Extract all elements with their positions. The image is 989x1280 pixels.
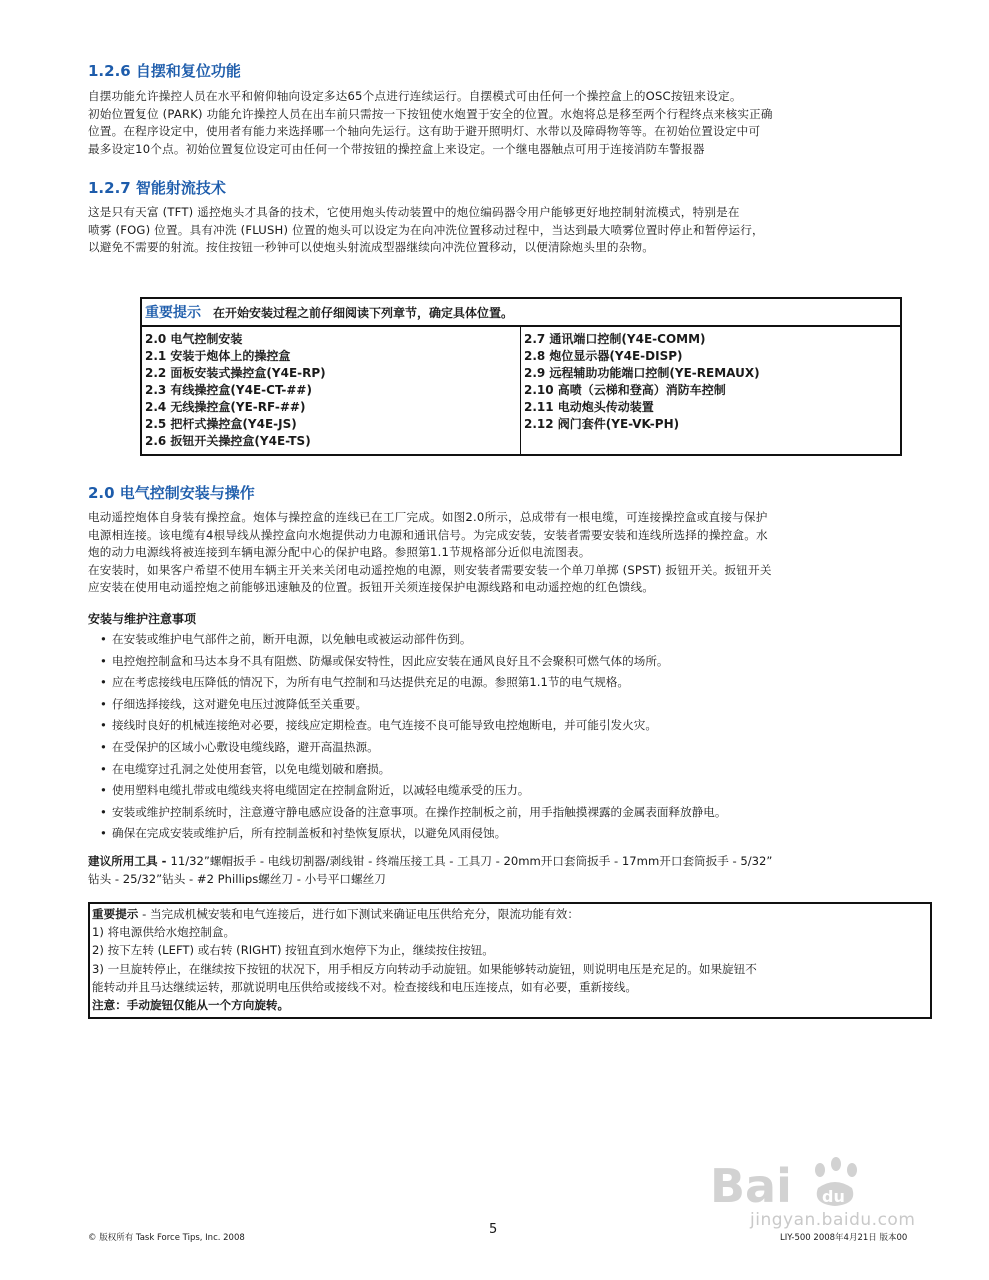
notice-header bbox=[142, 299, 900, 327]
list-item-text: 应在考虑接线电压降低的情况下，为所有电气控制和马达提供充足的电源。参照第1.1节的电气规格。 bbox=[112, 675, 629, 690]
svg-text:Bai: Bai bbox=[710, 1159, 792, 1213]
list-item bbox=[100, 824, 726, 846]
test-intro bbox=[92, 905, 928, 923]
section-ref: 2.8 炮位显示器(Y4E-DISP) bbox=[524, 349, 683, 363]
section-ref: 2.2 面板安装式操控盒(Y4E-RP) bbox=[145, 366, 326, 380]
text-line: 以避免不需要的射流。按住按钮一秒钟可以使炮头射流成型器继续向冲洗位置移动，以便清除炮头里的杂物。 bbox=[88, 240, 655, 254]
notice-tag: 重要提示 bbox=[92, 907, 139, 921]
list-item bbox=[100, 803, 726, 825]
note-label: 注意 bbox=[92, 998, 116, 1013]
text-line: 应安装在使用电动遥控炮之前能够迅速触及的位置。扳钮开关须连接保护电源线路和电动遥控炮的红色馈线。 bbox=[88, 580, 655, 594]
bullet-icon: • bbox=[100, 653, 107, 668]
text-line: 在安装时，如果客户希望不使用车辆主开关来关闭电动遥控炮的电源，则安装者需要安装一个单刀单掷 (SPST) 扳钮开关。扳钮开关 bbox=[88, 562, 772, 577]
precautions-list bbox=[100, 630, 726, 846]
list-item bbox=[100, 695, 726, 717]
section-20-title: 2.0 电气控制安装与操作 bbox=[88, 484, 255, 502]
bullet-icon: • bbox=[100, 675, 107, 690]
section-ref: 2.3 有线操控盒(Y4E-CT-##) bbox=[145, 383, 312, 397]
important-notice-box bbox=[140, 297, 902, 456]
bullet-icon: • bbox=[100, 761, 107, 776]
text-line: 最多设定10个点。初始位置复位设定可由任何一个带按钮的操控盒上来设定。一个继电器触点可用于连接消防车警报器 bbox=[88, 141, 705, 156]
text-line: 炮的动力电源线将被连接到车辆电源分配中心的保护电路。参照第1.1节规格部分近似电流图表。 bbox=[88, 545, 591, 559]
list-item-text: 在电缆穿过孔洞之处使用套管，以免电缆划破和磨损。 bbox=[112, 761, 391, 776]
section-ref: 2.6 扳钮开关操控盒(Y4E-TS) bbox=[145, 434, 311, 448]
text-line: 初始位置复位 (PARK) 功能允许操控人员在出车前只需按一下按钮使水炮置于安全的位置。水炮将总是移至两个行程终点来核实正确 bbox=[88, 106, 773, 121]
list-item bbox=[100, 781, 726, 803]
bullet-icon: • bbox=[100, 718, 107, 733]
test-procedure-box bbox=[88, 902, 932, 1019]
notice-section-list bbox=[142, 327, 900, 454]
recommended-tools bbox=[88, 852, 938, 888]
list-item-text: 电控炮控制盒和马达本身不具有阻燃、防爆或保安特性，因此应安装在通风良好且不会聚积可燃气体的场所。 bbox=[112, 653, 669, 668]
test-note bbox=[92, 996, 928, 1014]
section-20-body bbox=[88, 509, 936, 597]
list-item bbox=[100, 716, 726, 738]
tools-label: 建议所用工具 - bbox=[88, 854, 171, 868]
section-ref: 2.1 安装于炮体上的操控盒 bbox=[145, 349, 291, 363]
tools-line-2: 钻头 - 25/32”钻头 - #2 Phillips螺丝刀 - 小号平口螺丝刀 bbox=[88, 872, 386, 886]
text-line bbox=[88, 852, 938, 870]
list-item bbox=[100, 673, 726, 695]
section-ref: 2.4 无线操控盒(YE-RF-##) bbox=[145, 400, 306, 414]
test-step-3b: 能转动并且马达继续运转，那就说明电压供给或接线不对。检查接线和电压连接点，如有必要，重新接线。 bbox=[92, 979, 637, 994]
test-step-3a: 3) 一旦旋转停止，在继续按下按钮的状况下，用手相反方向转动手动旋钮。如果能够转动旋钮，则说明电压是充足的。如果旋钮不 bbox=[92, 961, 757, 976]
bullet-icon: • bbox=[100, 739, 107, 754]
section-ref: 2.12 阀门套件(YE-VK-PH) bbox=[524, 417, 680, 431]
list-item-text: 确保在完成安装或维护后，所有控制盖板和衬垫恢复原状，以避免风雨侵蚀。 bbox=[112, 826, 507, 841]
section-126-title: 1.2.6 自摆和复位功能 bbox=[88, 62, 241, 80]
text-line: 这是只有天富 (TFT) 遥控炮头才具备的技术，它使用炮头传动装置中的炮位编码器令用户能够更好地控制射流模式，特别是在 bbox=[88, 205, 740, 219]
list-item bbox=[100, 630, 726, 652]
list-item bbox=[100, 652, 726, 674]
section-ref: 2.11 电动炮头传动装置 bbox=[524, 400, 654, 414]
section-ref: 2.7 通讯端口控制(Y4E-COMM) bbox=[524, 332, 706, 346]
watermark-url: jingyan.baidu.com bbox=[750, 1210, 916, 1230]
test-intro-text: - 当完成机械安装和电气连接后，进行如下测试来确证电压供给充分，限流功能有效： bbox=[138, 907, 579, 921]
list-item bbox=[100, 760, 726, 782]
text-line: 喷雾 (FOG) 位置。具有冲洗 (FLUSH) 位置的炮头可以设定为在向冲洗位置移动过程中，当达到最大喷雾位置时停止和暂停运行， bbox=[88, 222, 764, 237]
bullet-icon: • bbox=[100, 826, 107, 841]
bullet-icon: • bbox=[100, 804, 107, 819]
text-line: 位置。在程序设定中，使用者有能力来选择哪一个轴向先运行。这有助于避开照明灯、水带以及障碍物等等。在初始位置设定中可 bbox=[88, 124, 761, 138]
list-item-text: 使用塑料电缆扎带或电缆线夹将电缆固定在控制盒附近，以减轻电缆承受的压力。 bbox=[112, 783, 530, 798]
list-item bbox=[100, 738, 726, 760]
svg-text:du: du bbox=[822, 1187, 845, 1206]
section-ref: 2.0 电气控制安装 bbox=[145, 332, 243, 346]
section-ref: 2.5 把杆式操控盒(Y4E-JS) bbox=[145, 417, 297, 431]
bullet-icon: • bbox=[100, 696, 107, 711]
list-item-text: 仔细选择接线，这对避免电压过渡降低至关重要。 bbox=[112, 696, 368, 711]
test-step-2: 2) 按下左转 (LEFT) 或右转 (RIGHT) 按钮直到水炮停下为止，继续按住按钮。 bbox=[92, 943, 494, 958]
bullet-icon: • bbox=[100, 632, 107, 646]
list-item-text: 安装或维护控制系统时，注意遵守静电感应设备的注意事项。在操作控制板之前，用手指触摸裸露的金属表面释放静电。 bbox=[112, 804, 727, 819]
notice-message: 在开始安装过程之前仔细阅读下列章节，确定具体位置。 bbox=[213, 305, 514, 320]
test-step-1: 1) 将电源供给水炮控制盒。 bbox=[92, 925, 236, 940]
section-ref: 2.9 远程辅助功能端口控制(YE-REMAUX) bbox=[524, 366, 760, 380]
list-item-text: 在安装或维护电气部件之前，断开电源，以免触电或被运动部件伤到。 bbox=[112, 632, 472, 646]
list-item-text: 在受保护的区域小心敷设电缆线路，避开高温热源。 bbox=[112, 739, 379, 754]
notice-list-left bbox=[142, 327, 521, 454]
text-line: 自摆功能允许操控人员在水平和俯仰轴向设定多达65个点进行连续运行。自摆模式可由任何一个操控盒上的OSC按钮来设定。 bbox=[88, 89, 742, 103]
bullet-icon: • bbox=[100, 783, 107, 798]
section-127-title: 1.2.7 智能射流技术 bbox=[88, 179, 226, 197]
notice-tag: 重要提示 bbox=[145, 305, 201, 321]
text-line: 电动遥控炮体自身装有操控盒。炮体与操控盒的连线已在工厂完成。如图2.0所示，总成带有一根电缆，可连接操控盒或直接与保护 bbox=[88, 510, 768, 524]
section-127-body bbox=[88, 204, 936, 257]
precautions-title: 安装与维护注意事项 bbox=[88, 612, 197, 626]
notice-list-right bbox=[521, 327, 900, 454]
tools-line-1: 11/32”螺帽扳手 - 电线切割器/剥线钳 - 终端压接工具 - 工具刀 - 20mm开口套筒扳手 - 17mm开口套筒扳手 - 5/32” bbox=[170, 854, 773, 868]
note-text: ：手动旋钮仅能从一个方向旋转。 bbox=[115, 998, 290, 1013]
section-126-body bbox=[88, 88, 936, 158]
list-item-text: 接线时良好的机械连接绝对必要，接线应定期检查。电气连接不良可能导致电控炮断电，并可能引发火灾。 bbox=[112, 718, 657, 733]
section-ref: 2.10 高喷（云梯和登高）消防车控制 bbox=[524, 383, 726, 397]
footer-copyright: © 版权所有 Task Force Tips, Inc. 2008 bbox=[88, 1233, 245, 1243]
page-number: 5 bbox=[489, 1222, 498, 1237]
text-line: 电源相连接。该电缆有4根导线从操控盒向水炮提供动力电源和通讯信号。为完成安装，安装者需要安装和连线所选择的操控盒。水 bbox=[88, 527, 768, 542]
footer-version: LIY-500 2008年4月21日 版本00 bbox=[780, 1233, 908, 1243]
